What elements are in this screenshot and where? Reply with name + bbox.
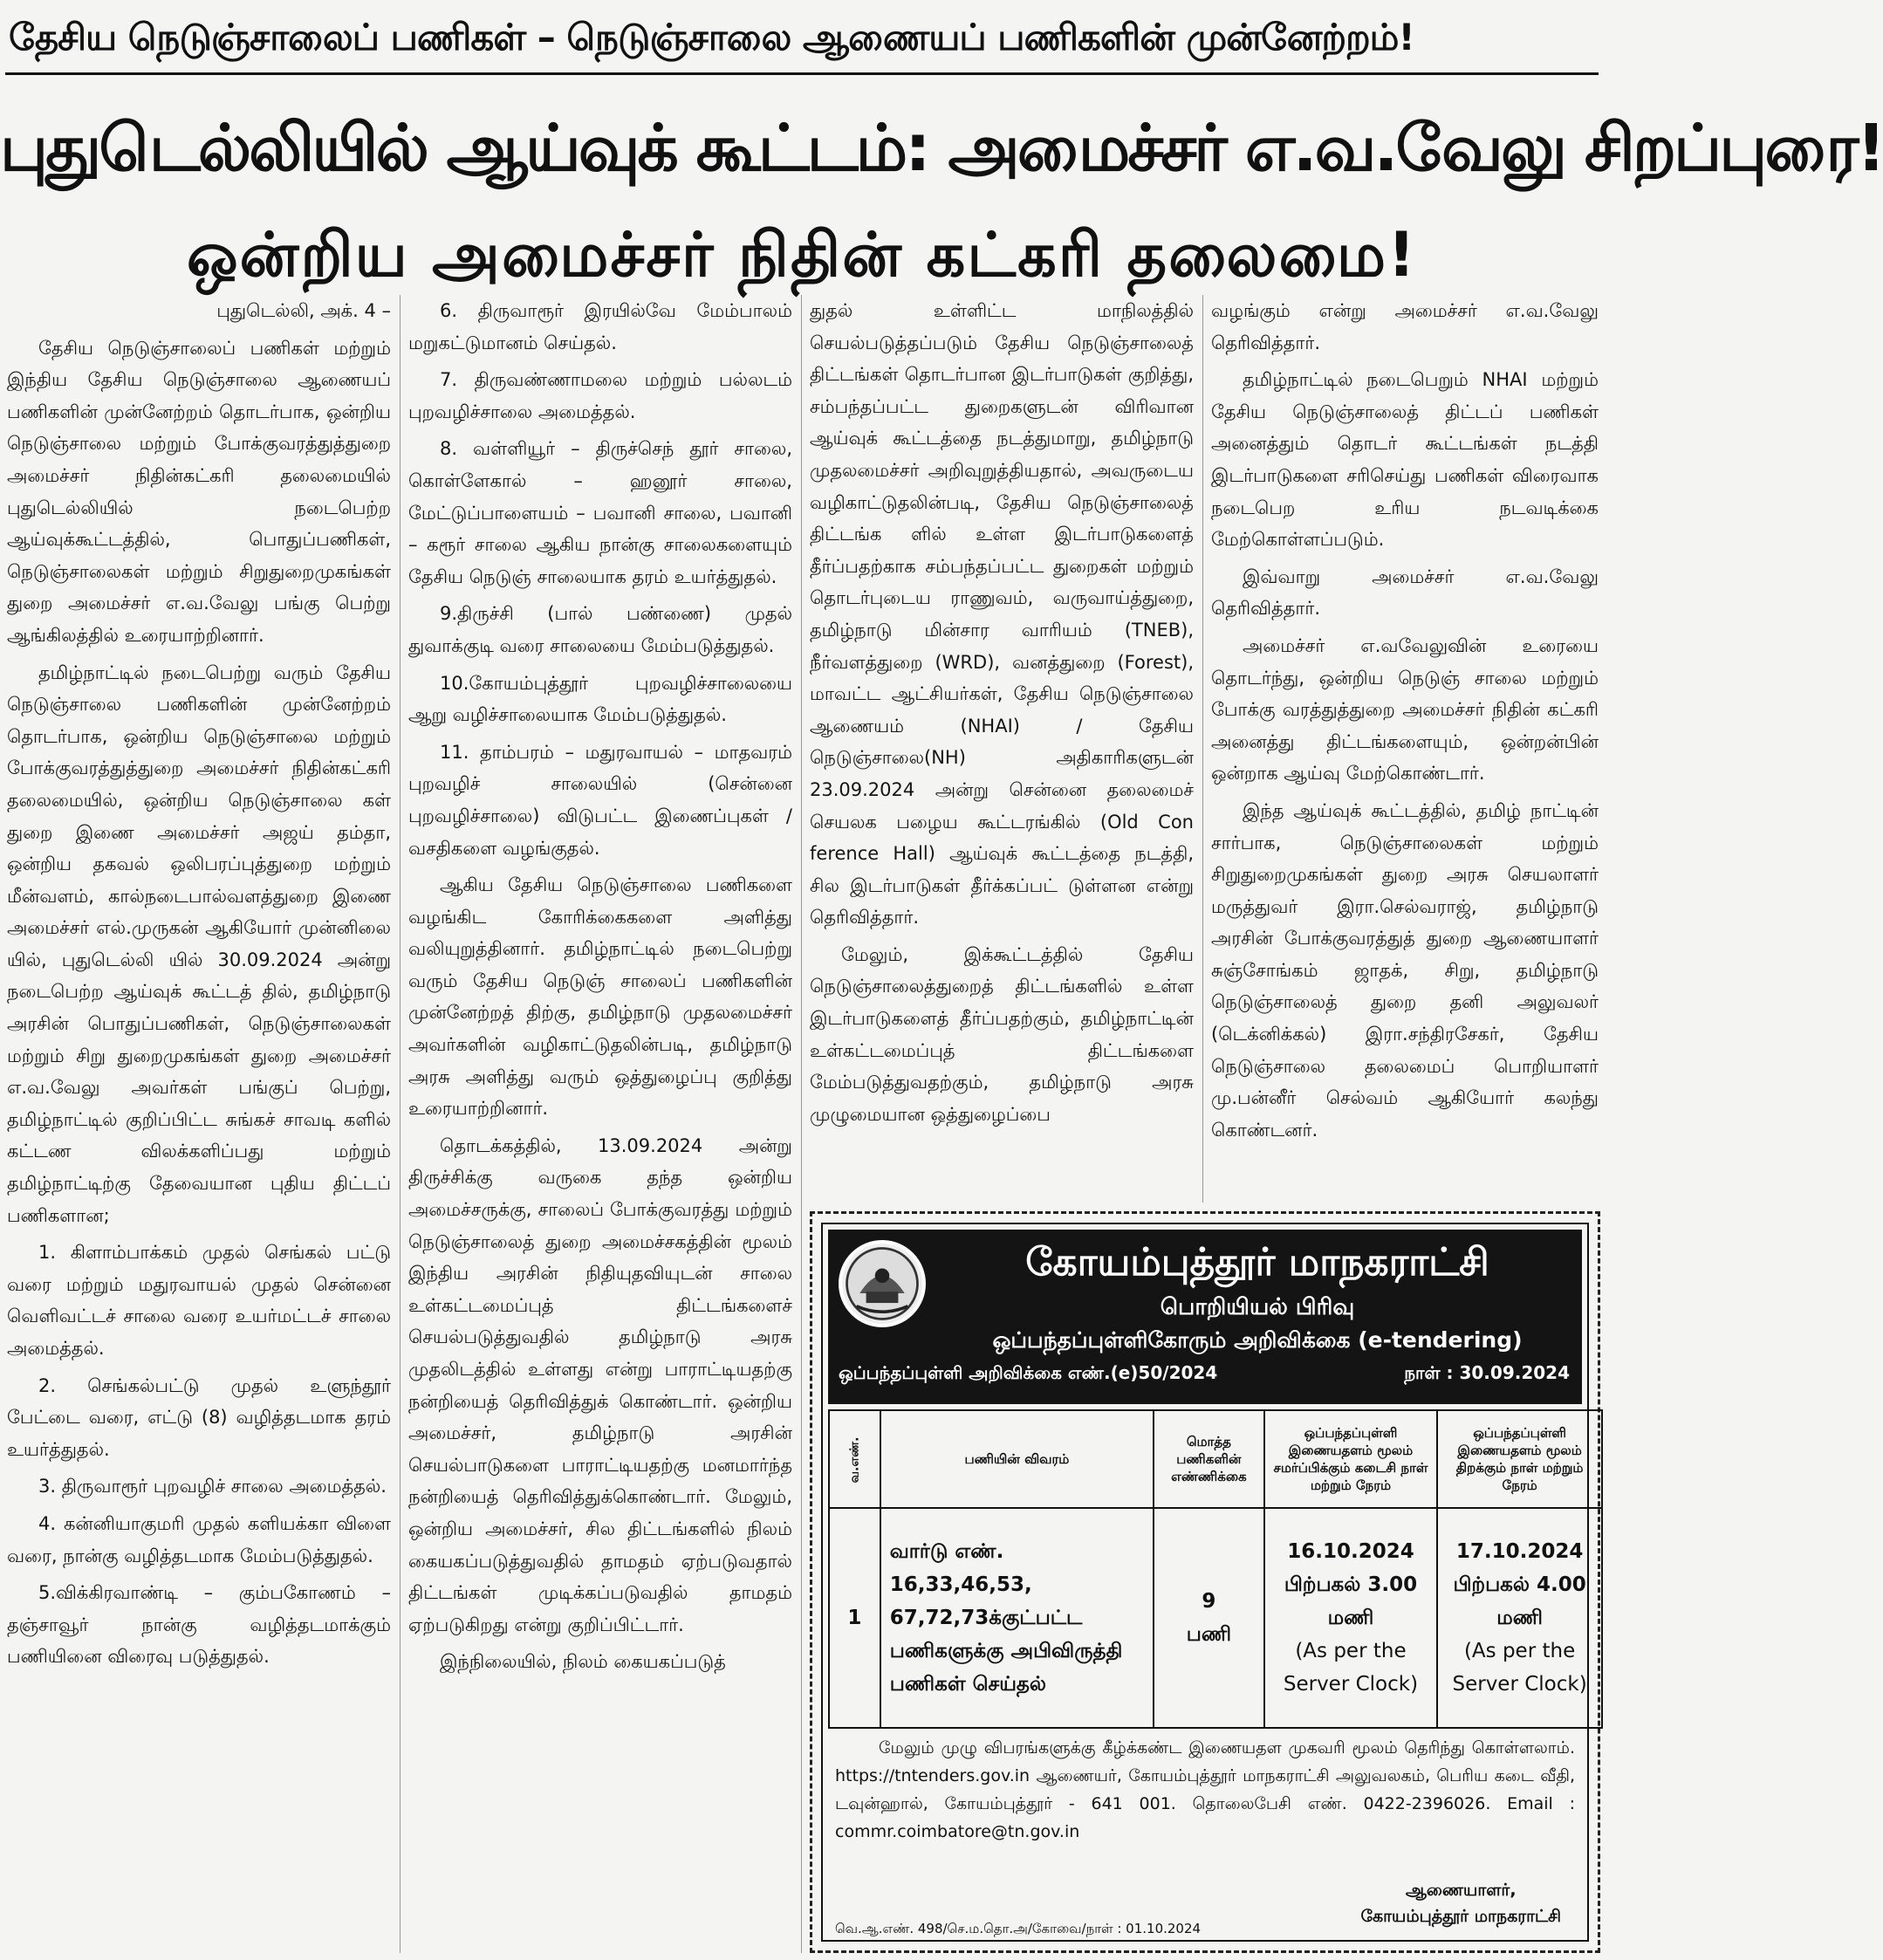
article-column-4 xyxy=(1211,295,1599,1185)
article-column-2 xyxy=(408,295,792,1953)
last-note: (As per the Server Clock) xyxy=(1283,1640,1419,1696)
header-open-date: ஒப்பந்தப்புள்ளி இணையதளம் மூலம் திறக்கும் நாள் மற்றும் நேரம் xyxy=(1437,1410,1602,1508)
organization-name: கோயம்புத்தூர் மாநகராட்சி xyxy=(1025,1240,1489,1285)
list-item: 1. கிளாம்பாக்கம் முதல் செங்கல் பட்டு வரை மற்றும் மதுரவாயல் முதல் சென்னை வெளிவட்டச் சாலை வரை உயர்மட்டச் சாலை அமைத்தல். xyxy=(7,1242,391,1359)
department-name: பொறியியல் பிரிவு xyxy=(1160,1294,1355,1320)
notice-title: ஒப்பந்தப்புள்ளிகோரும் அறிவிக்கை (e-tendering) xyxy=(992,1327,1523,1353)
paragraph: துதல் உள்ளிட்ட மாநிலத்தில் செயல்படுத்தப்படும் தேசிய நெடுஞ்சாலைத் திட்டங்கள் தொடர்பான இடர்பாடுகள் குறித்து, சம்பந்தப்பட்ட துறைகளுடன் விரிவான ஆய்வுக் கூட்டத்தை நடத்துமாறு, தமிழ்நாடு முதலமைச்சர் அறிவுறுத்தியதால், அவருடைய வழிகாட்டுதலின்படி, தேசிய நெடுஞ்சாலைத் திட்டங்க ளில் உள்ள இடர்பாடுகளைத் தீர்ப்பதற்காக சம்பந்தப்பட்ட துறைகள் மற்றும் தொடர்புடைய ராணுவம், வருவாய்த்துறை, தமிழ்நாடு மின்சார வாரியம் (TNEB), நீர்வளத்துறை (WRD), வனத்துறை (Forest), மாவட்ட ஆட்சியர்கள், தேசிய நெடுஞ்சாலை ஆணையம் (NHAI) / தேசிய நெடுஞ்சாலை(NH) அதிகாரிகளுடன் 23.09.2024 அன்று சென்னை தலைமைச் செயலக பழைய கூட்டரங்கில் (Old Con ference Hall) ஆய்வுக் கூட்டத்தை நடத்தி, சில இடர்பாடுகள் தீர்க்கப்பட் டுள்ளன என்று தெரிவித்தார். xyxy=(810,300,1194,929)
list-item: 3. திருவாரூர் புறவழிச் சாலை அமைத்தல். xyxy=(38,1476,387,1497)
paragraph: ஆகிய தேசிய நெடுஞ்சாலை பணிகளை வழங்கிட கோரிக்கைகளை அளித்து வலியுறுத்தினார். தமிழ்நாட்டில் நடைபெற்று வரும் தேசிய நெடுஞ் சாலைப் பணிகளின் முன்னேற்றத் திற்கு, தமிழ்நாடு முதலமைச்சர் அவர்களின் வழிகாட்டுதலின்படி, தமிழ்நாடு அரசு அளித்து வரும் ஒத்துழைப்பு குறித்து உரையாற்றினார். xyxy=(408,874,792,1120)
cell-sno: 1 xyxy=(829,1508,880,1728)
list-item: 5.விக்கிரவாண்டி – கும்பகோணம் – தஞ்சாவூர் நான்கு வழித்தடமாக்கும் பணியினை விரைவு படுத்துதல். xyxy=(7,1582,391,1668)
header-count: மொத்த பணிகளின் எண்ணிக்கை xyxy=(1154,1410,1264,1508)
column-rule xyxy=(400,295,401,1953)
cell-open-date xyxy=(1437,1508,1602,1728)
list-item: 11. தாம்பரம் – மதுரவாயல் – மாதவரம் புறவழிச் சாலையில் (சென்னை புறவழிச்சாலை) விடுபட்ட இணைப்புகள் / வசதிகளை வழங்குதல். xyxy=(408,741,792,859)
table-header-row xyxy=(829,1410,1602,1508)
paragraph: இந்த ஆய்வுக் கூட்டத்தில், தமிழ் நாட்டின் சார்பாக, நெடுஞ்சாலைகள் மற்றும் சிறுதுறைமுகங்கள் துறை அரசு செயலாளர் மருத்துவர் இரா.செல்வராஜ், தமிழ்நாடு அரசின் போக்குவரத்துத் துறை ஆணையாளர் சுஞ்சோங்கம் ஜாதக், சிறு, தமிழ்நாடு நெடுஞ்சாலைத் துறை தனி அலுவலர் (டெக்னிக்கல்) இரா.சந்திரசேகர், தேசிய நெடுஞ்சாலை தலைமைப் பொறியாளர் மு.பன்னீர் செல்வம் ஆகியோர் கலந்து கொண்டனர். xyxy=(1211,799,1599,1141)
paragraph: வழங்கும் என்று அமைச்சர் எ.வ.வேலு தெரிவித்தார். xyxy=(1211,300,1599,353)
tender-box xyxy=(821,1223,1589,1942)
column-rule xyxy=(801,295,802,1953)
paragraph: தேசிய நெடுஞ்சாலைப் பணிகள் மற்றும் இந்திய தேசிய நெடுஞ்சாலை ஆணையப் பணிகளின் முன்னேற்றம் தொடர்பாக, ஒன்றிய நெடுஞ்சாலை மற்றும் போக்குவரத்துத்துறை அமைச்சர் நிதின்கட்கரி தலைமையில் புதுடெல்லியில் நடைபெற்ற ஆய்வுக்கூட்டத்தில், பொதுப்பணிகள், நெடுஞ்சாலைகள் மற்றும் சிறுதுறைமுகங்கள் துறை அமைச்சர் எ.வ.வேலு பங்கு பெற்று ஆங்கிலத்தில் உரையாற்றினார். xyxy=(7,337,391,646)
open-time: பிற்பகல் 4.00 மணி xyxy=(1453,1573,1586,1629)
reference-line xyxy=(832,1355,1578,1390)
list-item: 10.கோயம்புத்தூர் புறவழிச்சாலையை ஆறு வழிச்சாலையாக மேம்படுத்துதல். xyxy=(408,672,792,726)
tender-ref-no: ஒப்பந்தப்புள்ளி அறிவிக்கை எண்.(e)50/2024 xyxy=(839,1362,1218,1383)
signatory-title: ஆணையாளர், xyxy=(1405,1881,1517,1900)
kicker-line: தேசிய நெடுஞ்சாலைப் பணிகள் – நெடுஞ்சாலை ஆணையப் பணிகளின் முன்னேற்றம்! xyxy=(5,7,1599,75)
paragraph: தொடக்கத்தில், 13.09.2024 அன்று திருச்சிக்கு வருகை தந்த ஒன்றிய அமைச்சருக்கு, சாலைப் போக்குவரத்து மற்றும் நெடுஞ்சாலைத் துறை அமைச்சகத்தின் மூலம் இந்திய அரசின் நிதியுதவியுடன் சாலை உள்கட்டமைப்புத் திட்டங்களைச் செயல்படுத்துவதில் தமிழ்நாடு அரசு முதலிடத்தில் உள்ளது என்று பாராட்டியதற்கு நன்றியைத் தெரிவித்துக் கொண்டார். ஒன்றிய அமைச்சர், தமிழ்நாடு அரசின் செயல்பாடுகளை பாராட்டியதற்கு மனமார்ந்த நன்றியைத் தெரிவித்துக்கொண்டார். மேலும், ஒன்றிய அமைச்சர், சில திட்டங்களில் நிலம் கையகப்படுத்துவதில் தாமதம் ஏற்படுவதால் திட்டங்கள் முடிக்கப்படுவதில் தாமதம் ஏற்படுகிறது என்று குறிப்பிட்டார். xyxy=(408,1134,792,1635)
article-column-1 xyxy=(7,295,391,1953)
release-reference: வெ.ஆ.எண். 498/செ.ம.தொ.அ/கோவை/நாள் : 01.10.2024 xyxy=(835,1921,1202,1936)
tender-footer-text: மேலும் முழு விபரங்களுக்கு கீழ்க்கண்ட இணையதள முகவரி மூலம் தெரிந்து கொள்ளலாம். https://tntenders.gov.in ஆணையர், கோயம்புத்தூர் மாநகராட்சி அலுவலகம், பெரிய கடை வீதி, டவுன்ஹால், கோயம்புத்தூர் - 641 001. தொலைபேசி எண். 0422-2396026. Email : commr.coimbatore@tn.gov.in xyxy=(835,1738,1575,1841)
signatory-org: கோயம்புத்தூர் மாநகராட்சி xyxy=(1360,1907,1561,1926)
list-item: 9.திருச்சி (பால் பண்ணை) முதல் துவாக்குடி வரை சாலையை மேம்படுத்துதல். xyxy=(408,603,792,656)
headline: புதுடெல்லியில் ஆய்வுக் கூட்டம்: அமைச்சர் எ.வ.வேலு சிறப்புரை! xyxy=(0,111,1883,186)
open-note: (As per the Server Clock) xyxy=(1452,1640,1587,1696)
tender-advertisement xyxy=(810,1211,1600,1953)
signature-block xyxy=(1360,1877,1561,1929)
count-unit: பணி xyxy=(1186,1623,1232,1646)
corporation-emblem-icon xyxy=(839,1240,926,1327)
last-time: பிற்பகல் 3.00 மணி xyxy=(1284,1573,1418,1629)
list-item: 6. திருவாரூர் இரயில்வே மேம்பாலம் மறுகட்டுமானம் செய்தல். xyxy=(408,300,792,353)
open-date: 17.10.2024 xyxy=(1455,1540,1584,1563)
paragraph: தமிழ்நாட்டில் நடைபெற்று வரும் தேசிய நெடுஞ்சாலை பணிகளின் முன்னேற்றம் தொடர்பாக, ஒன்றிய நெடுஞ்சாலை மற்றும் போக்குவரத்துத்துறை அமைச்சர் நிதின்கட்கரி தலைமையில், ஒன்றிய நெடுஞ்சாலை கள் துறை இணை அமைச்சர் அஜய் தம்தா, ஒன்றிய தகவல் ஒலிபரப்புத்துறை மற்றும் மீன்வளம், கால்நடைபால்வளத்துறை இணை அமைச்சர் எல்.முருகன் ஆகியோர் முன்னிலை யில், புதுடெல்லி யில் 30.09.2024 அன்று நடைபெற்ற ஆய்வுக் கூட்டத் தில், தமிழ்நாடு அரசின் பொதுப்பணிகள், நெடுஞ்சாலைகள் மற்றும் சிறு துறைமுகங்கள் துறை அமைச்சர் எ.வ.வேலு அவர்கள் பங்குப் பெற்று, தமிழ்நாட்டில் குறிப்பிட்ட சுங்கச் சாவடி களில் கட்டண விலக்களிப்பது மற்றும் தமிழ்நாட்டிற்கு தேவையான புதிய திட்டப் பணிகளான; xyxy=(7,661,391,1226)
list-item: 8. வள்ளியூர் – திருச்செந் தூர் சாலை, கொள்ளேகால் – ஹனூர் சாலை, மேட்டுப்பாளையம் – பவானி சாலை, பவானி – கரூர் சாலை ஆகிய நான்கு சாலைகளையும் தேசிய நெடுஞ் சாலையாக தரம் உயர்த்துதல். xyxy=(408,438,792,587)
tender-table xyxy=(828,1409,1603,1729)
paragraph: இவ்வாறு அமைச்சர் எ.வ.வேலு தெரிவித்தார். xyxy=(1211,565,1599,620)
count-number: 9 xyxy=(1202,1590,1216,1613)
tender-date: நாள் : 30.09.2024 xyxy=(1404,1362,1570,1383)
list-item: 7. திருவண்ணாமலை மற்றும் பல்லடம் புறவழிச்சாலை அமைத்தல். xyxy=(408,369,792,422)
table-row xyxy=(829,1508,1602,1728)
cell-work: வார்டு எண். 16,33,46,53, 67,72,73க்குட்பட்ட பணிகளுக்கு அபிவிருத்தி பணிகள் செய்தல் xyxy=(880,1508,1154,1728)
header-work: பணியின் விவரம் xyxy=(880,1410,1154,1508)
last-date: 16.10.2024 xyxy=(1287,1540,1414,1563)
dateline: புதுடெல்லி, அக். 4 – xyxy=(216,300,391,321)
cell-last-date xyxy=(1264,1508,1437,1728)
paragraph: தமிழ்நாட்டில் நடைபெறும் NHAI மற்றும் தேசிய நெடுஞ்சாலைத் திட்டப் பணிகள் அனைத்தும் தொடர் கூட்டங்கள் நடத்தி இடர்பாடுகளை சரிசெய்து பணிகள் விரைவாக நடைபெற உரிய நடவடிக்கை மேற்கொள்ளப்படும். xyxy=(1211,369,1599,551)
header-sno: வ.எண். xyxy=(829,1410,880,1508)
header-last-date: ஒப்பந்தப்புள்ளி இணையதளம் மூலம் சமர்ப்பிக்கும் கடைசி நாள் மற்றும் நேரம் xyxy=(1264,1410,1437,1508)
paragraph: அமைச்சர் எ.வவேலுவின் உரையை தொடர்ந்து, ஒன்றிய நெடுஞ் சாலை மற்றும் போக்கு வரத்துத்துறை அமைச்சர் நிதின் கட்கரி அனைத்து திட்டங்களையும், ஒன்றன்பின் ஒன்றாக ஆய்வு மேற்கொண்டார். xyxy=(1211,634,1599,785)
cell-count xyxy=(1154,1508,1264,1728)
paragraph: இந்நிலையில், நிலம் கையகப்படுத் xyxy=(440,1651,726,1673)
subheadline: ஒன்றிய அமைச்சர் நிதின் கட்கரி தலைமை! xyxy=(187,219,1417,291)
list-item: 4. கன்னியாகுமரி முதல் களியக்கா விளை வரை, நான்கு வழித்தடமாக மேம்படுத்துதல். xyxy=(7,1512,391,1566)
column-rule xyxy=(1202,295,1203,1203)
list-item: 2. செங்கல்பட்டு முதல் உளுந்தூர் பேட்டை வரை, எட்டு (8) வழித்தடமாக தரம் உயர்த்துதல். xyxy=(7,1374,391,1460)
paragraph: மேலும், இக்கூட்டத்தில் தேசிய நெடுஞ்சாலைத்துறைத் திட்டங்களில் உள்ள இடர்பாடுகளைத் தீர்ப்பதற்கும், தமிழ்நாட்டின் உள்கட்டமைப்புத் திட்டங்களை மேம்படுத்துவதற்கும், தமிழ்நாடு அரசு முழுமையான ஒத்துழைப்பை xyxy=(810,943,1194,1125)
